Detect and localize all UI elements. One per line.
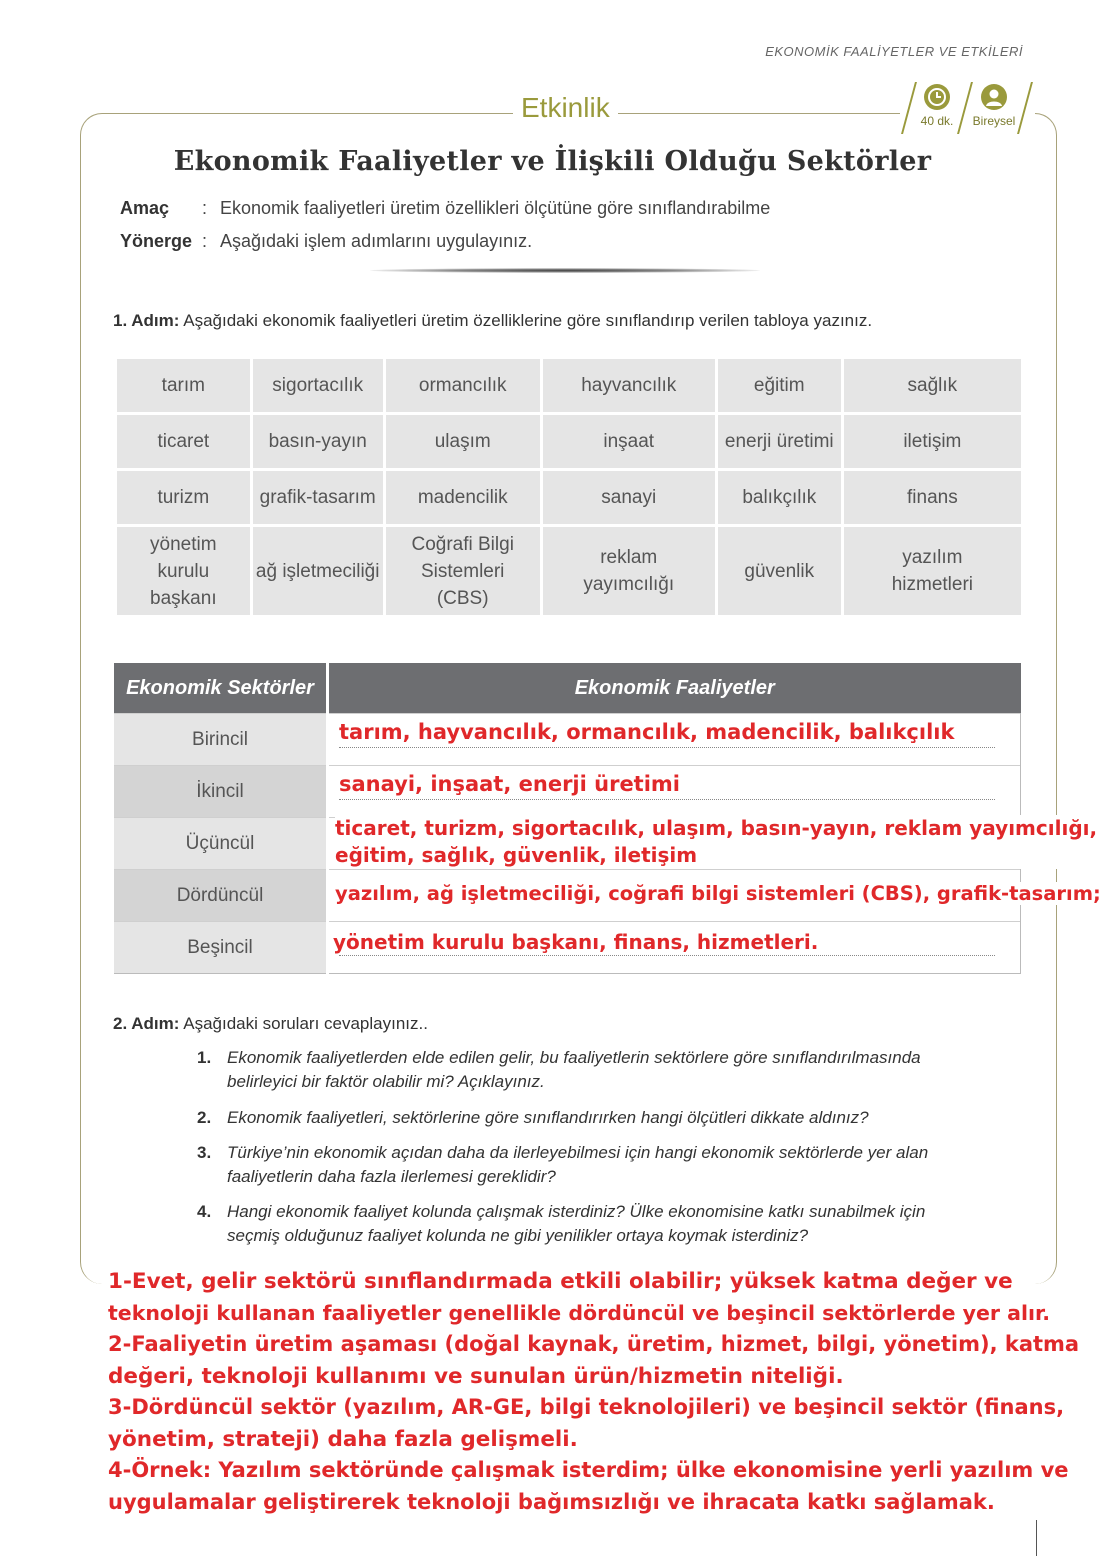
step2-label: 2. Adım: bbox=[113, 1014, 180, 1033]
question-number: 3. bbox=[197, 1143, 212, 1162]
grid-cell: Coğrafi Bilgi Sistemleri (CBS) bbox=[386, 527, 540, 615]
activity-badges bbox=[900, 82, 1035, 138]
question-number: 2. bbox=[197, 1108, 212, 1127]
amac-row bbox=[120, 198, 169, 219]
yonerge-label: Yönerge bbox=[120, 231, 193, 251]
clock-icon bbox=[924, 84, 950, 110]
question-text bbox=[227, 1046, 1027, 1094]
grid-cell: madencilik bbox=[386, 471, 540, 524]
answer-line: 1-Evet, gelir sektörü sınıflandırmada etkili olabilir; yüksek katma değer ve bbox=[108, 1269, 1013, 1294]
amac-sep: : bbox=[202, 198, 208, 218]
sector-answer: yazılım, ağ işletmeciliği, coğrafi bilgi sistemleri (CBS), grafik-tasarım; bbox=[335, 882, 1101, 905]
sector-row bbox=[114, 818, 1021, 870]
grid-cell: basın-yayın bbox=[253, 415, 383, 468]
grid-cell: ulaşım bbox=[386, 415, 540, 468]
duration-label: 40 dk. bbox=[920, 114, 954, 128]
sector-answer-line: ticaret, turizm, sigortacılık, ulaşım, basın-yayın, reklam yayımcılığı, bbox=[335, 816, 1098, 840]
answer-line: teknoloji kullanan faaliyetler genellikle dördüncül ve beşincil sektörlerde yer alır. bbox=[108, 1300, 1050, 1325]
question-line: faaliyetlerin daha fazla ilerlemesi gereklidir? bbox=[227, 1167, 556, 1186]
step2 bbox=[113, 1014, 428, 1034]
sector-row bbox=[114, 766, 1021, 818]
sector-name: İkincil bbox=[114, 766, 328, 818]
answer-line: değeri, teknoloji kullanımı ve sunulan ürün/hizmetin niteliği. bbox=[108, 1363, 844, 1389]
sector-answer-line: eğitim, sağlık, güvenlik, iletişim bbox=[335, 843, 698, 867]
sector-name: Beşincil bbox=[114, 922, 328, 974]
sector-answer-cell bbox=[328, 766, 1021, 818]
question-text bbox=[227, 1106, 1027, 1130]
sector-row bbox=[114, 870, 1021, 922]
sector-answer bbox=[335, 815, 1105, 869]
question-number: 4. bbox=[197, 1202, 212, 1221]
grid-cell: sağlık bbox=[844, 359, 1021, 412]
answer-line: 4-Örnek: Yazılım sektöründe çalışmak isterdim; ülke ekonomisine yerli yazılım ve bbox=[108, 1458, 1069, 1482]
amac-text: Ekonomik faaliyetleri üretim özellikleri ölçütüne göre sınıflandırabilme bbox=[220, 198, 771, 218]
yonerge-row bbox=[120, 231, 192, 252]
grid-cell: yönetim kurulu başkanı bbox=[117, 527, 250, 615]
individual-badge bbox=[969, 82, 1019, 128]
question-text bbox=[227, 1200, 1027, 1248]
activities-grid bbox=[114, 356, 1024, 618]
handwritten-answers bbox=[108, 1266, 1080, 1518]
divider bbox=[370, 268, 760, 273]
answer-line: 3-Dördüncül sektör (yazılım, AR-GE, bilgi teknolojileri) ve beşincil sektör (finans, bbox=[108, 1395, 1065, 1419]
grid-cell: inşaat bbox=[543, 415, 715, 468]
sector-answer-cell bbox=[328, 816, 1098, 870]
yonerge-text: Aşağıdaki işlem adımlarını uygulayınız. bbox=[220, 231, 533, 251]
grid-cell: turizm bbox=[117, 471, 250, 524]
sector-answer-cell bbox=[328, 714, 1021, 766]
step2-text: Aşağıdaki soruları cevaplayınız.. bbox=[183, 1014, 428, 1033]
grid-cell: tarım bbox=[117, 359, 250, 412]
answer-line: 2-Faaliyetin üretim aşaması (doğal kaynak, üretim, hizmet, bilgi, yönetim), katma bbox=[108, 1332, 1080, 1356]
grid-cell: iletişim bbox=[844, 415, 1021, 468]
dotted-line bbox=[339, 799, 995, 800]
sector-row bbox=[114, 714, 1021, 766]
grid-cell: sigortacılık bbox=[253, 359, 383, 412]
sector-answer: sanayi, inşaat, enerji üretimi bbox=[339, 772, 708, 796]
sector-answer: tarım, hayvancılık, ormancılık, madencilik, balıkçılık bbox=[339, 720, 970, 744]
grid-cell: ormancılık bbox=[386, 359, 540, 412]
step1-label: 1. Adım: bbox=[113, 311, 180, 330]
grid-cell: sanayi bbox=[543, 471, 715, 524]
grid-row bbox=[117, 527, 1021, 615]
step1 bbox=[113, 311, 872, 331]
grid-cell: balıkçılık bbox=[718, 471, 841, 524]
individual-label: Bireysel bbox=[972, 114, 1016, 128]
question-line: belirleyici bir faktör olabilir mi? Açıklayınız. bbox=[227, 1072, 545, 1091]
grid-cell: yazılım hizmetleri bbox=[844, 527, 1021, 615]
dotted-line bbox=[339, 955, 995, 956]
sector-table bbox=[114, 663, 1101, 974]
duration-badge bbox=[912, 82, 962, 128]
grid-cell: güvenlik bbox=[718, 527, 841, 615]
grid-cell: hayvancılık bbox=[543, 359, 715, 412]
question-line: Hangi ekonomik faaliyet kolunda çalışmak isterdiniz? Ülke ekonomisine katkı sunabilmek için bbox=[227, 1202, 926, 1221]
activity-label: Etkinlik bbox=[513, 92, 618, 124]
amac-label: Amaç bbox=[120, 198, 170, 218]
question-line: seçmiş olduğunuz faaliyet kolunda ne gibi yenilikler ortaya koymak isterdiniz? bbox=[227, 1226, 809, 1245]
yonerge-sep: : bbox=[202, 231, 208, 251]
grid-row bbox=[117, 471, 1021, 524]
grid-cell: eğitim bbox=[718, 359, 841, 412]
grid-cell: ağ işletmeciliği bbox=[253, 527, 383, 615]
dotted-line bbox=[339, 747, 995, 748]
question-line: Ekonomik faaliyetlerden elde edilen gelir, bu faaliyetlerin sektörlere göre sınıflandırılmasında bbox=[227, 1048, 921, 1067]
grid-cell: finans bbox=[844, 471, 1021, 524]
grid-row bbox=[117, 359, 1021, 412]
question-number: 1. bbox=[197, 1048, 212, 1067]
header-sectors: Ekonomik Sektörler bbox=[114, 663, 328, 714]
grid-row bbox=[117, 415, 1021, 468]
question-line: Ekonomik faaliyetleri, sektörlerine göre sınıflandırırken hangi ölçütleri dikkate aldınız? bbox=[227, 1108, 869, 1127]
step1-text: Aşağıdaki ekonomik faaliyetleri üretim özelliklerine göre sınıflandırıp verilen tabloya yazınız. bbox=[183, 311, 873, 330]
activity-title: Ekonomik Faaliyetler ve İlişkili Olduğu Sektörler bbox=[173, 146, 932, 177]
grid-cell: reklam yayımcılığı bbox=[543, 527, 715, 615]
sector-name: Dördüncül bbox=[114, 870, 328, 922]
grid-cell: grafik-tasarım bbox=[253, 471, 383, 524]
page-edge-mark bbox=[1036, 1520, 1037, 1556]
questions-list bbox=[0, 1046, 1105, 1256]
grid-cell: enerji üretimi bbox=[718, 415, 841, 468]
sector-row bbox=[114, 922, 1021, 974]
sector-answer: yönetim kurulu başkanı, finans, hizmetleri. bbox=[333, 930, 854, 954]
user-icon bbox=[981, 84, 1007, 110]
sector-name: Üçüncül bbox=[114, 818, 328, 870]
sector-answer-cell bbox=[328, 922, 1021, 974]
answer-line: yönetim, strateji) daha fazla gelişmeli. bbox=[108, 1426, 578, 1452]
sector-header-row bbox=[114, 663, 1021, 714]
sector-answer-cell bbox=[328, 870, 1101, 922]
header-activities: Ekonomik Faaliyetler bbox=[328, 663, 1021, 714]
sector-name: Birincil bbox=[114, 714, 328, 766]
grid-cell: ticaret bbox=[117, 415, 250, 468]
answer-line: uygulamalar geliştirerek teknoloji bağımsızlığı ve ihracata katkı sağlamak. bbox=[108, 1489, 995, 1514]
question-text bbox=[227, 1141, 1027, 1189]
question-line: Türkiye’nin ekonomik açıdan daha da ilerleyebilmesi için hangi ekonomik sektörlerde yer alan bbox=[227, 1143, 929, 1162]
page-header: EKONOMİK FAALİYETLER VE ETKİLERİ bbox=[765, 44, 1023, 59]
